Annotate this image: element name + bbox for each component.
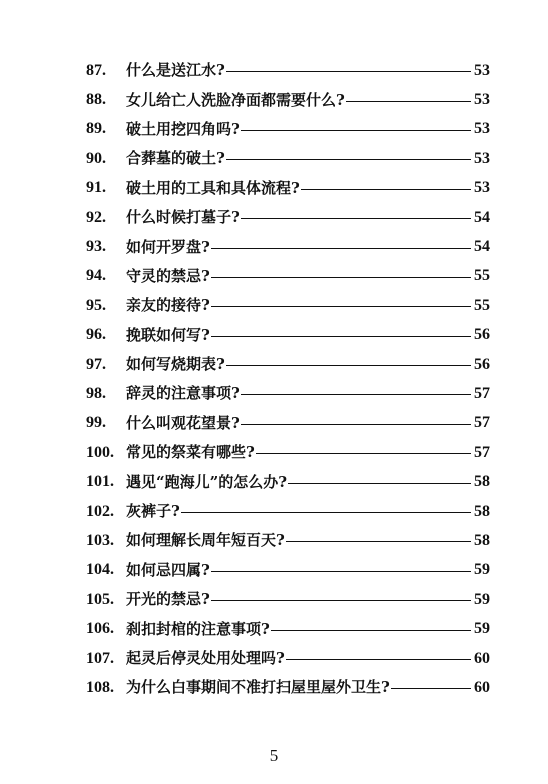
toc-entry-number: 103.	[86, 531, 114, 549]
toc-leader-line	[211, 306, 471, 307]
toc-entry-number: 88.	[86, 91, 106, 109]
toc-entry[interactable]	[86, 467, 490, 496]
toc-entry[interactable]	[86, 321, 490, 350]
toc-entry-page: 57	[474, 443, 490, 461]
toc-leader-line	[271, 630, 471, 631]
toc-leader-line	[301, 189, 471, 190]
toc-entry-page: 60	[474, 649, 490, 667]
toc-entry-page: 53	[474, 91, 490, 109]
toc-leader-line	[288, 483, 471, 484]
toc-entry-title: 辞灵的注意事项?	[126, 384, 240, 403]
toc-leader-line	[211, 248, 471, 249]
toc-leader-line	[286, 659, 471, 660]
toc-entry-page: 56	[474, 326, 490, 344]
toc-entry[interactable]	[86, 262, 490, 291]
toc-entry-title: 如何忌四属?	[126, 560, 210, 579]
toc-entry-number: 107.	[86, 649, 114, 667]
toc-entry-page: 59	[474, 561, 490, 579]
toc-entry[interactable]	[86, 350, 490, 379]
toc-entry-number: 91.	[86, 179, 106, 197]
toc-entry-title: 开光的禁忌?	[126, 590, 210, 609]
toc-entry-number: 97.	[86, 355, 106, 373]
toc-entry-title: 为什么白事期间不准打扫屋里屋外卫生?	[126, 678, 390, 697]
toc-entry[interactable]	[86, 673, 490, 702]
toc-leader-line	[391, 688, 471, 689]
toc-entry[interactable]	[86, 556, 490, 585]
toc-entry-title: 如何理解长周年短百天?	[126, 531, 285, 550]
toc-entry[interactable]	[86, 144, 490, 173]
toc-entry-page: 58	[474, 531, 490, 549]
toc-entry-title: 挽联如何写?	[126, 325, 210, 344]
toc-entry-page: 53	[474, 179, 490, 197]
toc-entry-page: 55	[474, 296, 490, 314]
toc-leader-line	[226, 159, 471, 160]
toc-entry-number: 89.	[86, 120, 106, 138]
toc-leader-line	[211, 571, 471, 572]
toc-entry-page: 53	[474, 149, 490, 167]
toc-entry-title: 什么时候打墓子?	[126, 208, 240, 227]
toc-entry-title: 守灵的禁忌?	[126, 266, 210, 285]
toc-entry[interactable]	[86, 379, 490, 408]
toc-leader-line	[211, 277, 471, 278]
toc-entry-page: 55	[474, 267, 490, 285]
toc-entry-page: 53	[474, 120, 490, 138]
toc-entry-title: 起灵后停灵处用处理吗?	[126, 649, 285, 667]
toc-entry[interactable]	[86, 526, 490, 555]
toc-entry[interactable]	[86, 644, 490, 673]
toc-entry[interactable]	[86, 174, 490, 203]
toc-entry-number: 95.	[86, 296, 106, 314]
toc-entry-number: 105.	[86, 590, 114, 608]
toc-entry-title: 刹扣封棺的注意事项?	[126, 619, 270, 638]
toc-entry-number: 98.	[86, 384, 106, 402]
toc-entry[interactable]	[86, 85, 490, 114]
toc-leader-line	[241, 218, 471, 219]
toc-leader-line	[241, 394, 471, 395]
toc-entry[interactable]	[86, 115, 490, 144]
toc-entry[interactable]	[86, 438, 490, 467]
toc-entry-number: 87.	[86, 61, 106, 79]
toc-entry-page: 59	[474, 620, 490, 638]
toc-leader-line	[226, 365, 471, 366]
toc-entry[interactable]	[86, 291, 490, 320]
toc-entry-title: 如何开罗盘?	[126, 237, 210, 256]
toc-entry-page: 57	[474, 384, 490, 402]
toc-entry-page: 58	[474, 473, 490, 491]
toc-entry-title: 破土用的工具和具体流程?	[126, 178, 300, 197]
toc-entry-title: 女儿给亡人洗脸净面都需要什么?	[126, 90, 345, 109]
toc-entry[interactable]	[86, 409, 490, 438]
toc-entry-page: 54	[474, 208, 490, 226]
toc-leader-line	[286, 541, 471, 542]
toc-entry-number: 96.	[86, 326, 106, 344]
toc-entry-title: 什么叫观花望景?	[126, 413, 240, 432]
toc-leader-line	[181, 512, 471, 513]
toc-leader-line	[211, 600, 471, 601]
toc-entry-number: 94.	[86, 267, 106, 285]
toc-leader-line	[256, 453, 471, 454]
toc-entry-number: 100.	[86, 443, 114, 461]
toc-entry-number: 93.	[86, 238, 106, 256]
toc-entry-title: 遇见“跑海儿”的怎么办?	[126, 472, 288, 491]
toc-entry-number: 90.	[86, 149, 106, 167]
toc-leader-line	[241, 424, 471, 425]
toc-entry[interactable]	[86, 614, 490, 643]
toc-entry-page: 58	[474, 502, 490, 520]
toc-entry-number: 99.	[86, 414, 106, 432]
toc-entry[interactable]	[86, 585, 490, 614]
toc-entry-title: 亲友的接待?	[126, 296, 210, 315]
toc-entry-number: 102.	[86, 502, 114, 520]
toc-entry-title: 破土用挖四角吗?	[126, 119, 240, 138]
toc-entry[interactable]	[86, 232, 490, 261]
toc-entry[interactable]	[86, 497, 490, 526]
toc-leader-line	[346, 101, 471, 102]
toc-entry-number: 104.	[86, 561, 114, 579]
toc-entry[interactable]	[86, 56, 490, 85]
toc-leader-line	[226, 71, 471, 72]
toc-leader-line	[241, 130, 471, 131]
toc-entry-title: 灰裤子?	[126, 502, 180, 521]
toc-leader-line	[211, 336, 471, 337]
toc-entry-number: 108.	[86, 678, 114, 696]
toc-entry-page: 54	[474, 238, 490, 256]
toc-entry[interactable]	[86, 203, 490, 232]
toc-entry-page: 53	[474, 61, 490, 79]
toc-entry-number: 106.	[86, 620, 114, 638]
toc-entry-number: 101.	[86, 473, 114, 491]
toc-entry-page: 59	[474, 590, 490, 608]
toc-entry-title: 如何写烧期表?	[126, 355, 225, 374]
toc-entry-title: 什么是送江水?	[126, 61, 225, 80]
toc-entry-page: 60	[474, 678, 490, 696]
toc-entry-title: 合葬墓的破土?	[126, 149, 225, 168]
table-of-contents	[86, 56, 490, 703]
toc-entry-page: 56	[474, 355, 490, 373]
toc-entry-page: 57	[474, 414, 490, 432]
toc-entry-number: 92.	[86, 208, 106, 226]
page-number: 5	[269, 746, 279, 765]
toc-entry-title: 常见的祭菜有哪些?	[126, 443, 255, 462]
